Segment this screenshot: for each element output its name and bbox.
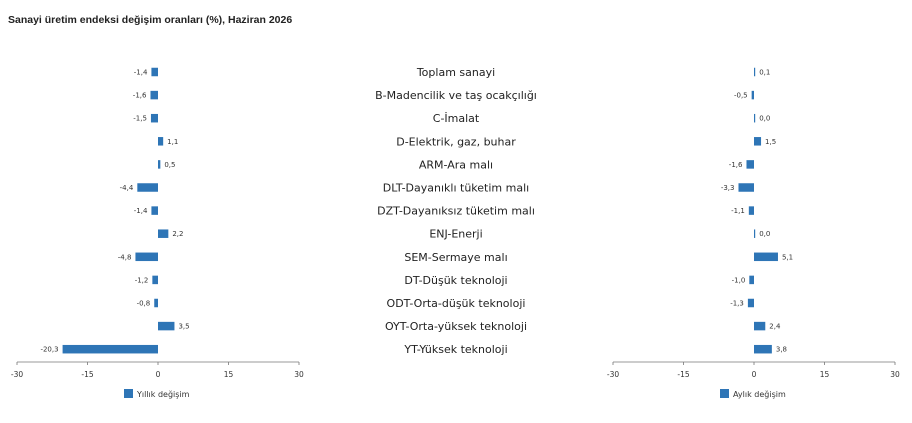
monthly-legend-label: Aylık değişim: [733, 390, 786, 399]
annual-bar: [154, 299, 158, 308]
category-labels: [375, 66, 537, 356]
monthly-data-label: 2,4: [769, 322, 781, 331]
annual-x-tick-label: 30: [294, 370, 304, 379]
annual-bar: [135, 253, 158, 261]
monthly-data-label: -3,3: [720, 184, 735, 192]
category-label: D-Elektrik, gaz, buhar: [396, 135, 516, 149]
annual-data-label: -1,4: [133, 68, 148, 77]
monthly-data-label: -1,3: [730, 299, 744, 308]
monthly-x-tick-label: 0: [751, 370, 757, 379]
annual-bar: [158, 322, 174, 331]
annual-legend-swatch: [124, 389, 133, 398]
monthly-data-label: -0,5: [733, 91, 748, 100]
chart-title: Sanayi üretim endeksi değişim oranları (%), Haziran 2026: [8, 14, 293, 26]
annual-data-label: 1,1: [167, 137, 179, 146]
category-label: SEM-Sermaye malı: [404, 250, 508, 264]
category-label: DLT-Dayanıklı tüketim malı: [382, 181, 530, 195]
monthly-data-label: -1,6: [728, 160, 743, 169]
annual-bar: [158, 137, 163, 146]
monthly-bar: [738, 183, 754, 192]
annual-bar: [137, 183, 158, 192]
monthly-data-label: -1,0: [731, 276, 746, 285]
monthly-bar: [752, 91, 754, 100]
category-label: Toplam sanayi: [416, 66, 496, 79]
category-label: DT-Düşük teknoloji: [404, 273, 508, 287]
category-label: OYT-Orta-yüksek teknoloji: [384, 320, 528, 334]
annual-x-tick-label: 15: [223, 370, 234, 379]
annual-data-label: -1,6: [132, 91, 147, 100]
monthly-data-label: 5,1: [781, 253, 794, 262]
category-label: ENJ-Enerji: [429, 227, 483, 241]
annual-bar: [151, 206, 158, 215]
annual-data-label: -20,3: [40, 345, 59, 354]
monthly-data-label: 1,5: [765, 137, 777, 146]
annual-x-tick-label: -30: [10, 370, 24, 379]
annual-bar: [63, 345, 158, 354]
monthly-bar: [754, 68, 755, 77]
annual-bar: [150, 91, 158, 100]
monthly-x-tick-label: 30: [890, 370, 900, 379]
annual-bar: [152, 276, 158, 285]
monthly-bar: [754, 114, 755, 123]
monthly-data-label: -1,1: [731, 207, 745, 216]
monthly-bar: [754, 137, 761, 146]
monthly-data-label: 0,1: [759, 68, 771, 77]
annual-data-label: -1,2: [134, 276, 149, 285]
category-label: C-İmalat: [432, 112, 480, 126]
category-label: YT-Yüksek teknoloji: [404, 343, 508, 357]
annual-bar: [158, 229, 168, 238]
monthly-data-label: 0,0: [759, 230, 771, 239]
annual-data-label: -4,4: [119, 184, 134, 192]
annual-change-panel: [11, 68, 304, 399]
monthly-bar: [748, 299, 754, 308]
monthly-change-panel: [607, 68, 900, 399]
annual-x-tick-label: -15: [81, 370, 94, 379]
monthly-x-tick-label: -30: [606, 370, 620, 379]
annual-data-label: 3,5: [178, 322, 190, 331]
monthly-bar: [746, 160, 754, 169]
annual-data-label: -1,4: [133, 207, 148, 216]
annual-data-label: 0,5: [164, 160, 176, 169]
annual-bar: [151, 68, 158, 77]
monthly-data-label: 3,8: [775, 345, 788, 354]
category-label: ODT-Orta-düşük teknoloji: [386, 297, 526, 310]
monthly-bar: [754, 229, 755, 238]
monthly-x-tick-label: -15: [677, 370, 690, 379]
monthly-legend-swatch: [720, 389, 729, 398]
annual-x-tick-label: 0: [155, 370, 161, 379]
monthly-data-label: 0,0: [759, 114, 771, 123]
annual-data-label: 2,2: [172, 230, 184, 239]
monthly-bar: [749, 276, 754, 285]
category-label: B-Madencilik ve taş ocakçılığı: [375, 89, 537, 103]
monthly-bar: [749, 206, 754, 215]
annual-data-label: -4,8: [117, 253, 132, 262]
annual-bar: [158, 160, 160, 169]
monthly-x-tick-label: 15: [819, 370, 830, 379]
category-label: ARM-Ara malı: [418, 158, 494, 172]
annual-legend-label: Yıllık değişim: [137, 390, 190, 399]
monthly-bar: [754, 345, 772, 354]
annual-data-label: -1,5: [133, 114, 147, 123]
annual-data-label: -0,8: [136, 299, 151, 308]
monthly-bar: [754, 253, 778, 261]
category-label: DZT-Dayanıksız tüketim malı: [377, 204, 535, 218]
annual-bar: [151, 114, 158, 123]
monthly-bar: [754, 322, 765, 331]
